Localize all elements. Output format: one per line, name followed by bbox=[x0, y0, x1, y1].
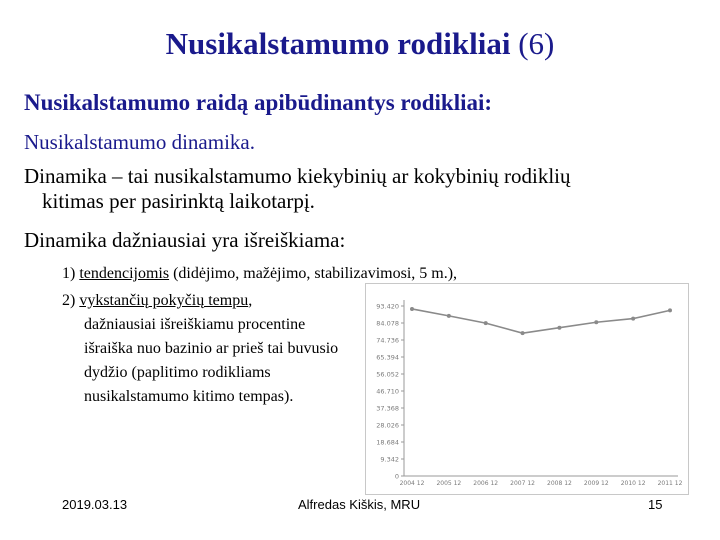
data-point bbox=[484, 321, 488, 325]
item1-prefix: 1) bbox=[62, 265, 80, 282]
item2-underlined: vykstančių pokyčių tempu bbox=[79, 292, 249, 309]
item1-underlined: tendencijomis bbox=[79, 265, 170, 282]
footer-page-number: 15 bbox=[648, 497, 663, 512]
definition-line-2: kitimas per pasirinktą laikotarpį. bbox=[42, 189, 315, 213]
y-tick-label: 28.026 bbox=[376, 421, 399, 430]
chart-svg bbox=[366, 284, 688, 494]
y-tick-label: 84.078 bbox=[376, 319, 399, 328]
y-tick-label: 65.394 bbox=[376, 353, 399, 362]
footer-author: Alfredas Kiškis, MRU bbox=[298, 497, 421, 512]
item1-rest: (didėjimo, mažėjimo, stabilizavimosi, 5 m.), bbox=[169, 265, 458, 282]
data-point bbox=[631, 317, 635, 321]
title-main: Nusikalstamumo rodikliai bbox=[165, 26, 511, 61]
x-tick-label: 2009 12 bbox=[583, 480, 609, 487]
item2-prefix: 2) bbox=[62, 292, 80, 309]
x-tick-label: 2005 12 bbox=[436, 480, 462, 487]
slide-title bbox=[0, 26, 720, 62]
y-tick-label: 46.710 bbox=[376, 387, 399, 396]
data-point bbox=[521, 331, 525, 335]
y-tick-label: 0 bbox=[394, 472, 399, 481]
x-tick-label: 2008 12 bbox=[547, 480, 572, 487]
footer-date: 2019.03.13 bbox=[62, 497, 128, 512]
x-tick-label: 2011 12 bbox=[657, 480, 683, 487]
data-point bbox=[594, 320, 598, 324]
data-point bbox=[410, 307, 414, 311]
y-tick-label: 9.342 bbox=[380, 455, 399, 464]
y-tick-label: 93.420 bbox=[376, 302, 399, 311]
data-point bbox=[668, 308, 672, 312]
x-tick-label: 2010 12 bbox=[620, 480, 646, 487]
series-line bbox=[412, 309, 670, 333]
y-tick-label: 74.736 bbox=[376, 336, 399, 345]
line-chart bbox=[365, 283, 689, 495]
expression-intro: Dinamika dažniausiai yra išreiškiama: bbox=[24, 228, 346, 252]
x-tick-label: 2004 12 bbox=[399, 480, 425, 487]
y-tick-label: 18.684 bbox=[376, 438, 399, 447]
slide-subtitle: Nusikalstamumo raidą apibūdinantys rodikliai: bbox=[24, 90, 493, 115]
x-tick-label: 2007 12 bbox=[510, 480, 535, 487]
dynamics-definition bbox=[24, 164, 704, 214]
y-tick-label: 37.368 bbox=[376, 404, 399, 413]
list-item-2-detail: dažniausiai išreiškiamu procentine išraiška nuo bazinio ar prieš tai buvusio dydžio (paplitimo rodikliams nusikalstamumo kitimo tempas). bbox=[84, 316, 339, 405]
list-item-2 bbox=[62, 289, 252, 313]
definition-line-1: Dinamika – tai nusikalstamumo kiekybinių ar kokybinių rodiklių bbox=[24, 164, 571, 188]
item2-rest: , bbox=[248, 292, 253, 309]
data-point bbox=[557, 326, 561, 330]
y-tick-label: 56.052 bbox=[376, 370, 399, 379]
dynamics-heading: Nusikalstamumo dinamika. bbox=[24, 130, 255, 154]
x-tick-label: 2006 12 bbox=[473, 480, 499, 487]
data-point bbox=[447, 314, 451, 318]
title-number: (6) bbox=[518, 26, 555, 61]
